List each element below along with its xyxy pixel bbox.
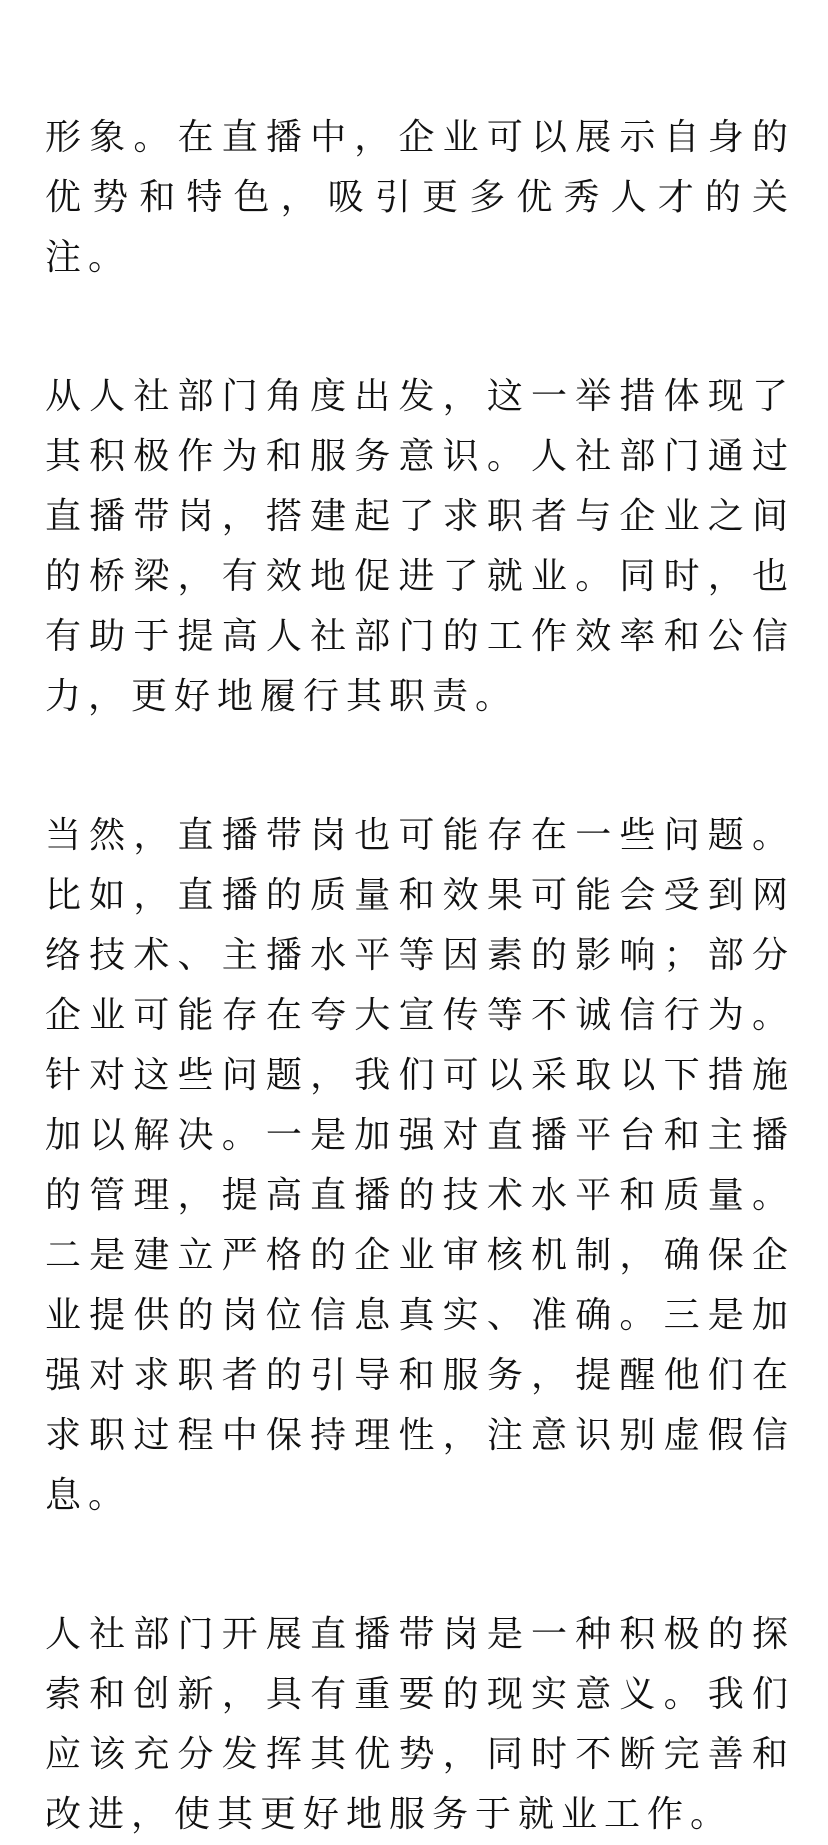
paragraph-2: 从人社部门角度出发，这一举措体现了其积极作为和服务意识。人社部门通过直播带岗，搭建起了求职者与企业之间的桥梁，有效地促进了就业。同时，也有助于提高人社部门的工作效率和公信力，更好地履行其职责。 xyxy=(45,376,795,717)
paragraph-1: 形象。在直播中，企业可以展示自身的优势和特色，吸引更多优秀人才的关注。 xyxy=(45,117,795,278)
article-body xyxy=(45,108,795,1845)
paragraph-3: 当然，直播带岗也可能存在一些问题。比如，直播的质量和效果可能会受到网络技术、主播水平等因素的影响；部分企业可能存在夸大宣传等不诚信行为。针对这些问题，我们可以采取以下措施加以解决。一是加强对直播平台和主播的管理，提高直播的技术水平和质量。二是建立严格的企业审核机制，确保企业提供的岗位信息真实、准确。三是加强对求职者的引导和服务，提醒他们在求职过程中保持理性，注意识别虚假信息。 xyxy=(45,815,795,1516)
paragraph-4: 人社部门开展直播带岗是一种积极的探索和创新，具有重要的现实意义。我们应该充分发挥其优势，同时不断完善和改进，使其更好地服务于就业工作。 xyxy=(45,1614,795,1835)
